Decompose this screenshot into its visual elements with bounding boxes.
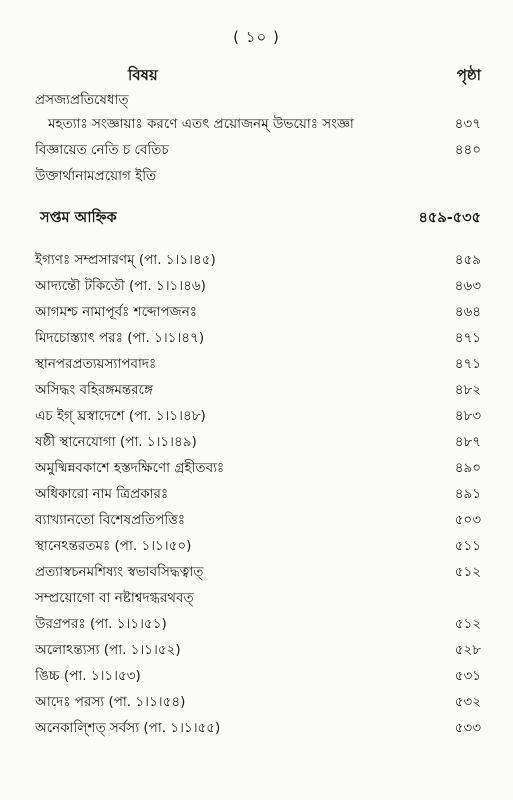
index-row	[35, 164, 481, 188]
index-row	[35, 612, 481, 636]
entry-page: ৫৩১	[454, 668, 481, 684]
entry-page: ৪৭১	[454, 330, 481, 346]
entry-page: ৫১২	[454, 616, 481, 632]
index-row	[35, 138, 481, 162]
entry-text: উরণ্রপরঃ (পা. ১।১।৫১)	[35, 616, 167, 632]
entry-text: অমুষ্মিন্নবকাশে হস্তদক্ষিণো গ্রহীতব্যঃ	[35, 460, 225, 476]
section-title: সপ্তম আহ্নিক	[40, 210, 117, 226]
entry-page: ৫১২	[454, 564, 481, 580]
entry-text: ইগ্যণঃ সম্প্রসারণম্ (পা. ১।১।৪৫)	[35, 252, 216, 268]
entry-page: ৪৬৩	[454, 278, 481, 294]
index-row	[35, 586, 481, 610]
index-row	[35, 248, 481, 272]
index-row	[35, 326, 481, 350]
entry-text: ঙিচ্চ (পা. ১।১।৫৩)	[35, 668, 141, 684]
entry-text: আগমশ্চ নামাপূর্বঃ শব্দোপজনঃ	[35, 304, 197, 320]
entry-page: ৫৩৩	[454, 720, 481, 736]
entry-page: ৪৮৩	[454, 408, 481, 424]
index-row	[35, 560, 481, 584]
entry-text: ষষ্ঠী স্থানেযোগা (পা. ১।১।৪৯)	[35, 434, 197, 450]
index-row	[35, 534, 481, 558]
entry-text: অসিদ্ধং বহিরঙ্গমন্তরঙ্গে	[35, 382, 153, 398]
page-number: ( ১০ )	[233, 28, 280, 46]
entry-text: বিজ্ঞায়েত নেতি চ বেতিচ	[35, 142, 169, 158]
index-row	[35, 482, 481, 506]
entry-page: ৫৩২	[454, 694, 481, 710]
entry-text: অধিকারো নাম ত্রিপ্রকারঃ	[35, 486, 169, 502]
index-row	[35, 274, 481, 298]
entry-page: ৪৫৯	[454, 252, 481, 268]
entry-page: ৫২৮	[454, 642, 481, 658]
entry-text: ব্যাখ্যানতো বিশেষপ্রতিপত্তিঃ	[35, 512, 186, 528]
entry-page: ৫০৩	[454, 512, 481, 528]
index-row	[35, 88, 481, 112]
page-column-header: পৃষ্ঠা	[456, 66, 481, 84]
entry-text: সম্প্রয়োগো বা নষ্টাশ্বদগ্ধরথবত্	[35, 590, 194, 606]
subject-column-header: বিষয়	[128, 66, 158, 84]
index-row	[35, 638, 481, 662]
index-row	[35, 300, 481, 324]
index-row	[35, 404, 481, 428]
entry-text: আদ্যন্তৌ টকিতৌ (পা. ১।১।৪৬)	[35, 278, 206, 294]
index-row	[35, 508, 481, 532]
entry-text: মহত্যাঃ সংজ্ঞায়াঃ করণে এতৎ প্রয়োজনম্ উভয়োঃ সংজ্ঞা	[48, 116, 354, 132]
index-row	[35, 664, 481, 688]
index-row	[35, 430, 481, 454]
entry-page: ৪৯১	[454, 486, 481, 502]
entry-text: মিদচোস্ত্যাৎ পরঃ (পা. ১।১।৪৭)	[35, 330, 205, 346]
entry-text: প্রসজ্যপ্রতিষেধাত্	[35, 92, 129, 108]
index-row	[35, 716, 481, 740]
entry-page: ৪৮২	[454, 382, 481, 398]
entry-page: ৪৩৭	[454, 116, 481, 132]
entry-page: ৫১১	[454, 538, 481, 554]
entry-text: অলোঽন্ত্যস্য (পা. ১।১।৫২)	[35, 642, 181, 658]
section-page-range: ৪৫৯-৫৩৫	[418, 210, 481, 226]
entry-text: প্রত্যাস্বচনমশিষ্যং স্বভাবসিদ্ধত্বাত্	[35, 564, 204, 580]
entry-text: স্থানপরপ্রত্যয়স্যাপবাদঃ	[35, 356, 157, 372]
entry-text: উক্তার্থানামপ্রয়োগ ইতি	[35, 168, 157, 184]
entry-page: ৪৯০	[454, 460, 481, 476]
entry-text: অনেকাল্শিত্ সর্বস্য (পা. ১।১।৫৫)	[35, 720, 221, 736]
index-row	[35, 456, 481, 480]
entry-text: এচ ইগ্ ঘ্রস্বাদেশে (পা. ১।১।৪৮)	[35, 408, 206, 424]
entry-page: ৪৮৭	[454, 434, 481, 450]
section-heading	[35, 206, 481, 230]
index-row	[35, 378, 481, 402]
entry-page: ৪৪০	[454, 142, 481, 158]
index-row	[35, 352, 481, 376]
index-row	[35, 690, 481, 714]
entry-page: ৪৭১	[454, 356, 481, 372]
entry-text: আদেঃ পরস্য (পা. ১।১।৫৪)	[35, 694, 186, 710]
entry-page: ৪৬৪	[454, 304, 481, 320]
entry-text: স্থানেঽন্তরতমঃ (পা. ১।১।৫০)	[35, 538, 192, 554]
index-row	[35, 112, 481, 136]
